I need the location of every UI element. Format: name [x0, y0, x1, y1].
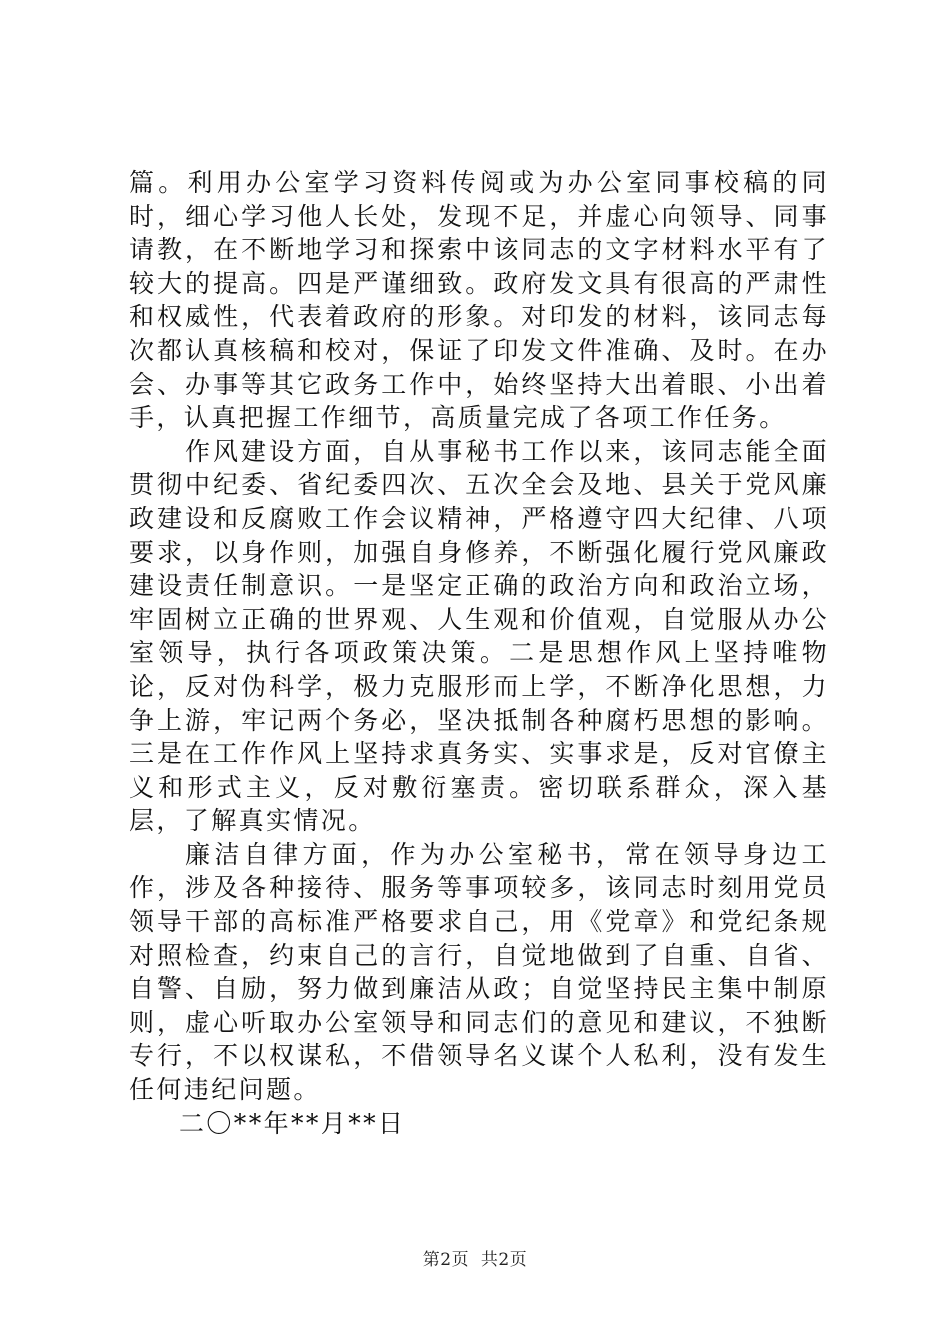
paragraph-work-style: 作风建设方面，自从事秘书工作以来，该同志能全面贯彻中纪委、省纪委四次、五次全会及地、县关于党风廉政建设和反腐败工作会议精神，严格遵守四大纪律、八项要求，以身作则，加强自身修养，不断强化履行党风廉政建设责任制意识。一是坚定正确的政治方向和政治立场，牢固树立正确的世界观、人生观和价值观，自觉服从办公室领导，执行各项政策决策。二是思想作风上坚持唯物论，反对伪科学，极力克服形而上学，不断净化思想，力争上游，牢记两个务必，坚决抵制各种腐朽思想的影响。三是在工作作风上坚持求真务实、实事求是，反对官僚主义和形式主义，反对敷衍塞责。密切联系群众，深入基层，了解真实情况。: [129, 436, 829, 836]
page-footer: [0, 1245, 950, 1270]
document-date: 二〇**年**月**日: [179, 1108, 406, 1138]
page-number-label: 第2页 共2页: [422, 1250, 528, 1270]
paragraph-continuation: 篇。利用办公室学习资料传阅或为办公室同事校稿的同时，细心学习他人长处，发现不足，并虚心向领导、同事请教，在不断地学习和探索中该同志的文字材料水平有了较大的提高。四是严谨细致。政府发文具有很高的严肃性和权威性，代表着政府的形象。对印发的材料，该同志每次都认真核稿和校对，保证了印发文件准确、及时。在办会、办事等其它政务工作中，始终坚持大出着眼、小出着手，认真把握工作细节，高质量完成了各项工作任务。: [129, 168, 829, 433]
paragraph-integrity: 廉洁自律方面，作为办公室秘书，常在领导身边工作，涉及各种接待、服务等事项较多，该同志时刻用党员领导干部的高标准严格要求自己，用《党章》和党纪条规对照检查，约束自己的言行，自觉地做到了自重、自省、自警、自励，努力做到廉洁从政；自觉坚持民主集中制原则，虚心听取办公室领导和同志们的意见和建议，不独断专行，不以权谋私，不借领导名义谋个人私利，没有发生任何违纪问题。: [129, 839, 829, 1105]
document-body: [129, 166, 829, 1140]
